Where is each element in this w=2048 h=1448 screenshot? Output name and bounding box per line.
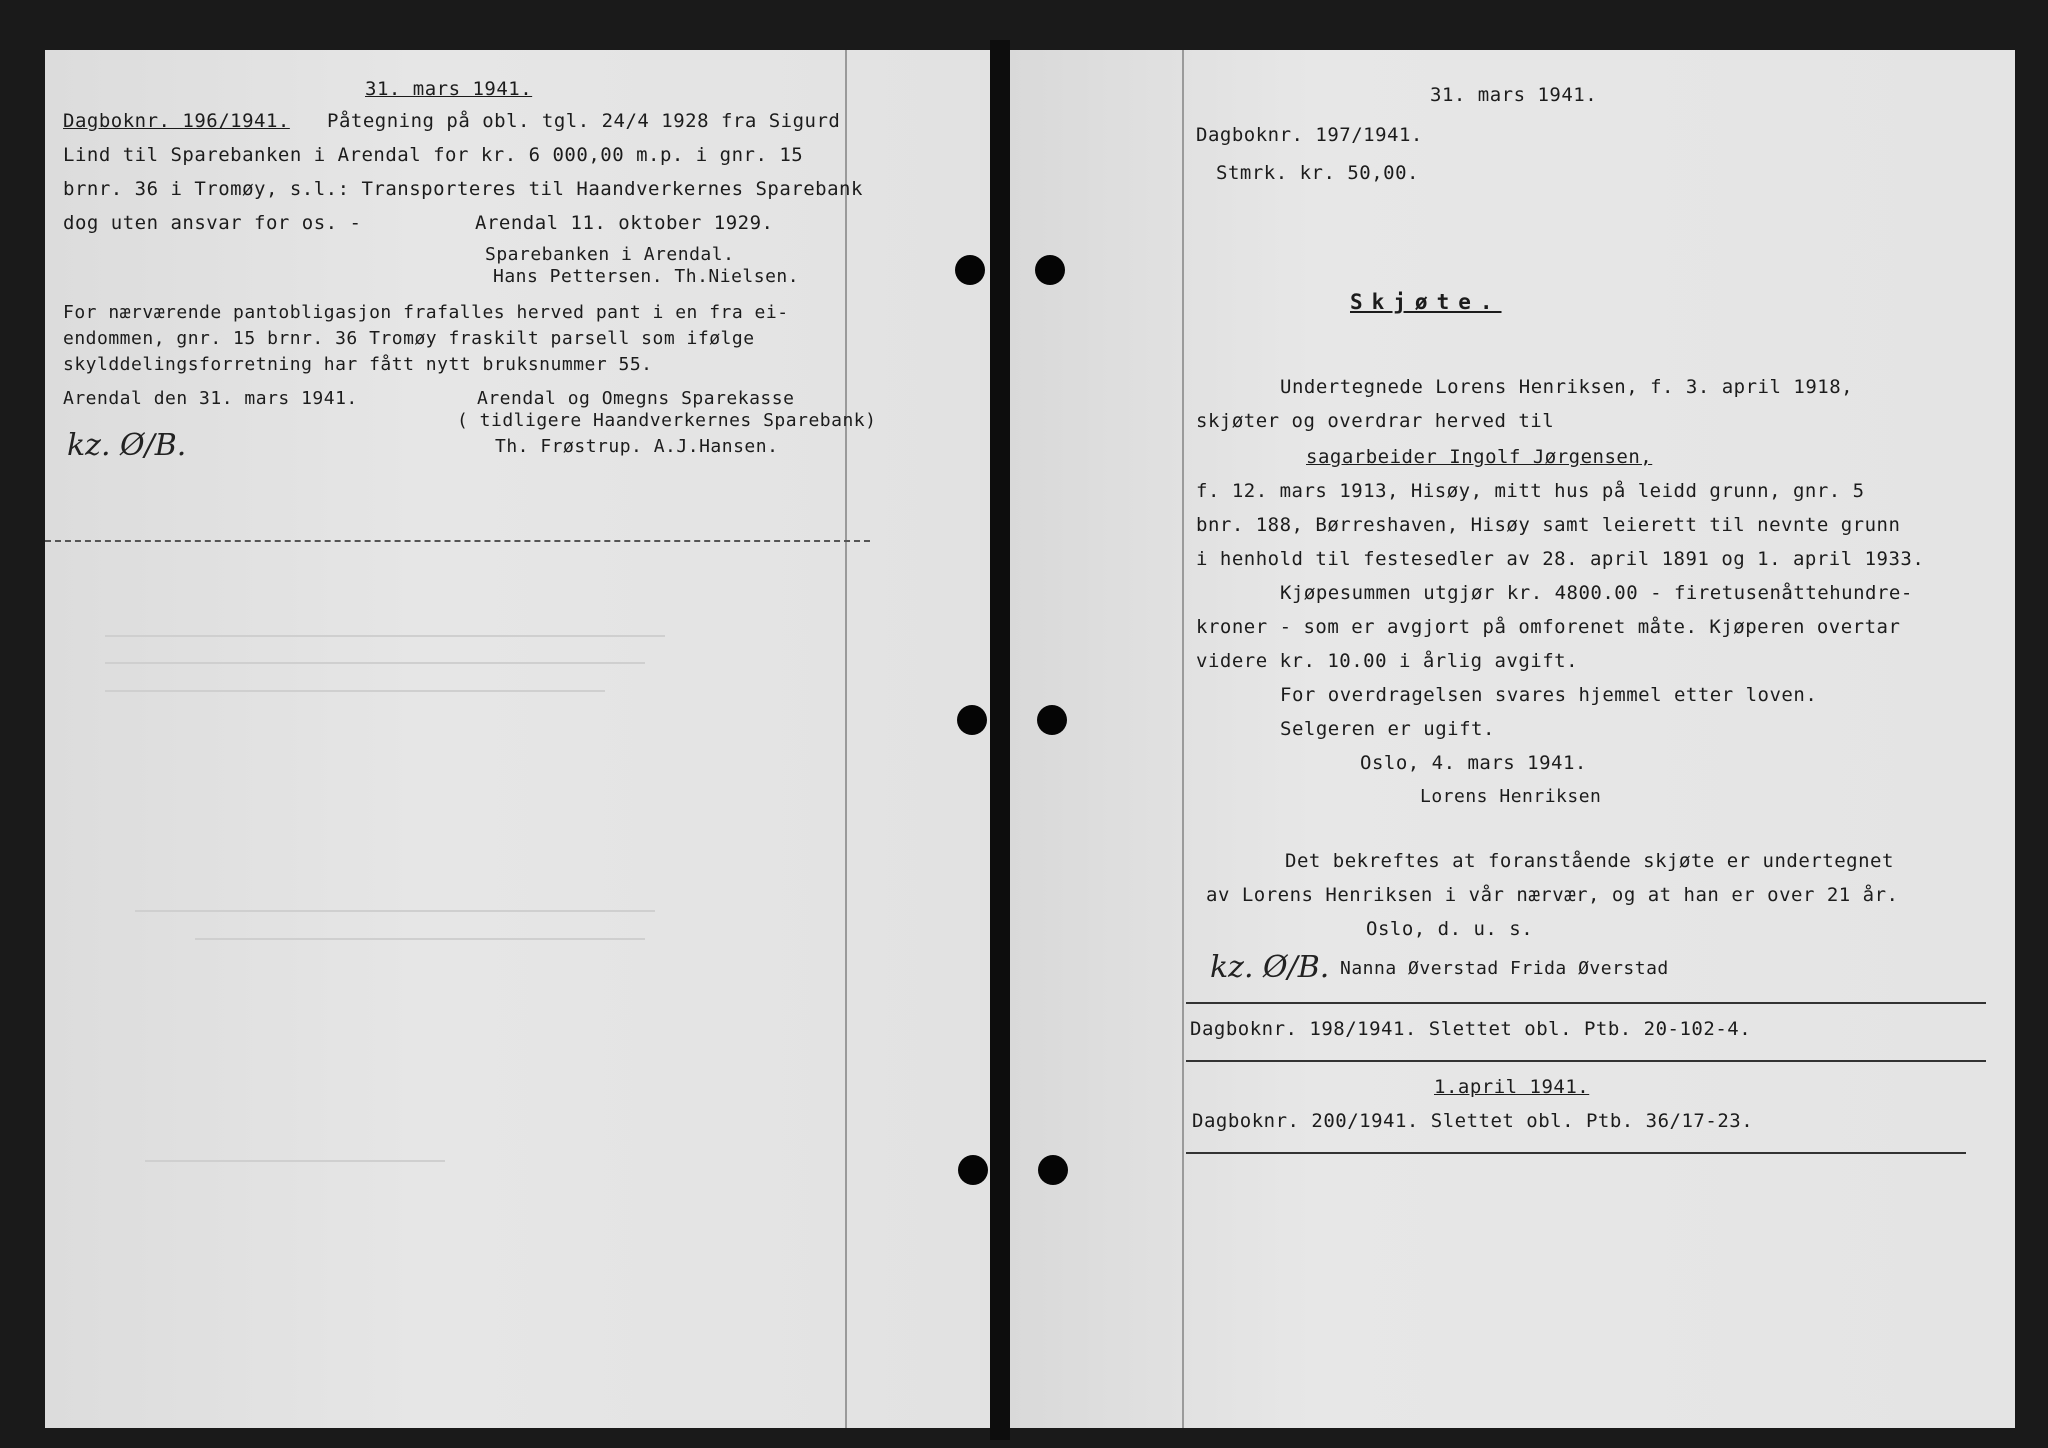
left-initials-signature: kz. Ø/B. xyxy=(67,428,187,463)
deed-line: bnr. 188, Børreshaven, Hisøy samt leierett til nevnte grunn xyxy=(1196,514,1901,536)
binding-hole xyxy=(1037,705,1067,735)
left-separator xyxy=(45,540,870,542)
deed-line: Selgeren er ugift. xyxy=(1280,718,1495,740)
deed-line: f. 12. mars 1913, Hisøy, mitt hus på leidd grunn, gnr. 5 xyxy=(1196,480,1865,502)
entry-196-signatories: Hans Pettersen. Th.Nielsen. xyxy=(493,266,800,287)
left-margin-line xyxy=(845,50,847,1428)
release-line: endommen, gnr. 15 brnr. 36 Tromøy fraskilt parsell som ifølge xyxy=(63,328,755,349)
entry-197-ref: Dagboknr. 197/1941. xyxy=(1196,124,1423,146)
entry-196-line: brnr. 36 i Tromøy, s.l.: Transporteres til Haandverkernes Sparebank xyxy=(63,178,863,200)
separator-rule xyxy=(1186,1060,1986,1062)
release-bank-line: ( tidligere Haandverkernes Sparebank) xyxy=(457,410,877,431)
bleed-through-mark xyxy=(105,635,665,637)
release-place-date: Arendal den 31. mars 1941. xyxy=(63,388,358,409)
bleed-through-mark xyxy=(105,690,605,692)
stamp-duty: Stmrk. kr. 50,00. xyxy=(1216,162,1419,184)
entry-196-line: Påtegning på obl. tgl. 24/4 1928 fra Sigurd xyxy=(327,110,841,132)
right-margin-line xyxy=(1182,50,1184,1428)
book-spine xyxy=(990,40,1010,1440)
separator-rule xyxy=(1186,1152,1966,1154)
binding-hole xyxy=(955,255,985,285)
deed-line: videre kr. 10.00 i årlig avgift. xyxy=(1196,650,1579,672)
release-line: skylddelingsforretning har fått nytt bruksnummer 55. xyxy=(63,354,653,375)
left-date-header: 31. mars 1941. xyxy=(365,78,533,100)
bleed-through-mark xyxy=(145,1160,445,1162)
right-initials-signature: kz. Ø/B. xyxy=(1210,950,1330,985)
entry-200: Dagboknr. 200/1941. Slettet obl. Ptb. 36/17-23. xyxy=(1192,1110,1754,1132)
entry-196-ref: Dagboknr. 196/1941. xyxy=(63,110,290,132)
release-line: For nærværende pantobligasjon frafalles herved pant i en fra ei- xyxy=(63,302,789,323)
right-page xyxy=(1010,50,2015,1428)
deed-line: Undertegnede Lorens Henriksen, f. 3. april 1918, xyxy=(1280,376,1854,398)
right-date-header-2: 1.april 1941. xyxy=(1434,1076,1590,1098)
entry-196-bank: Sparebanken i Arendal. xyxy=(485,244,735,265)
deed-line: For overdragelsen svares hjemmel etter loven. xyxy=(1280,684,1818,706)
left-page xyxy=(45,50,990,1428)
deed-buyer: sagarbeider Ingolf Jørgensen, xyxy=(1306,446,1653,468)
binding-hole xyxy=(1038,1155,1068,1185)
entry-196-line: Lind til Sparebanken i Arendal for kr. 6 000,00 m.p. i gnr. 15 xyxy=(63,144,804,166)
deed-line: Kjøpesummen utgjør kr. 4800.00 - firetusenåttehundre- xyxy=(1280,582,1913,604)
entry-196-place-date: Arendal 11. oktober 1929. xyxy=(475,212,774,234)
entry-196-line: dog uten ansvar for os. - xyxy=(63,212,362,234)
confirm-line: Det bekreftes at foranstående skjøte er undertegnet xyxy=(1285,850,1894,872)
deed-line: skjøter og overdrar herved til xyxy=(1196,410,1555,432)
deed-line: kroner - som er avgjort på omforenet måte. Kjøperen overtar xyxy=(1196,616,1901,638)
confirm-line: av Lorens Henriksen i vår nærvær, og at han er over 21 år. xyxy=(1206,884,1899,906)
bleed-through-mark xyxy=(195,938,645,940)
witness-signatures: Nanna Øverstad Frida Øverstad xyxy=(1340,958,1669,979)
binding-hole xyxy=(1035,255,1065,285)
confirm-place: Oslo, d. u. s. xyxy=(1366,918,1534,940)
binding-hole xyxy=(957,705,987,735)
separator-rule xyxy=(1186,1002,1986,1004)
bleed-through-mark xyxy=(135,910,655,912)
entry-198: Dagboknr. 198/1941. Slettet obl. Ptb. 20-102-4. xyxy=(1190,1018,1752,1040)
right-date-header: 31. mars 1941. xyxy=(1430,84,1598,106)
bleed-through-mark xyxy=(105,662,645,664)
deed-place-date: Oslo, 4. mars 1941. xyxy=(1360,752,1587,774)
deed-title: Skjøte. xyxy=(1350,290,1502,314)
binding-hole xyxy=(958,1155,988,1185)
seller-signature: Lorens Henriksen xyxy=(1420,786,1602,807)
release-bank-line: Arendal og Omegns Sparekasse xyxy=(477,388,795,409)
deed-line: i henhold til festesedler av 28. april 1891 og 1. april 1933. xyxy=(1196,548,1925,570)
release-signatories: Th. Frøstrup. A.J.Hansen. xyxy=(495,436,779,457)
